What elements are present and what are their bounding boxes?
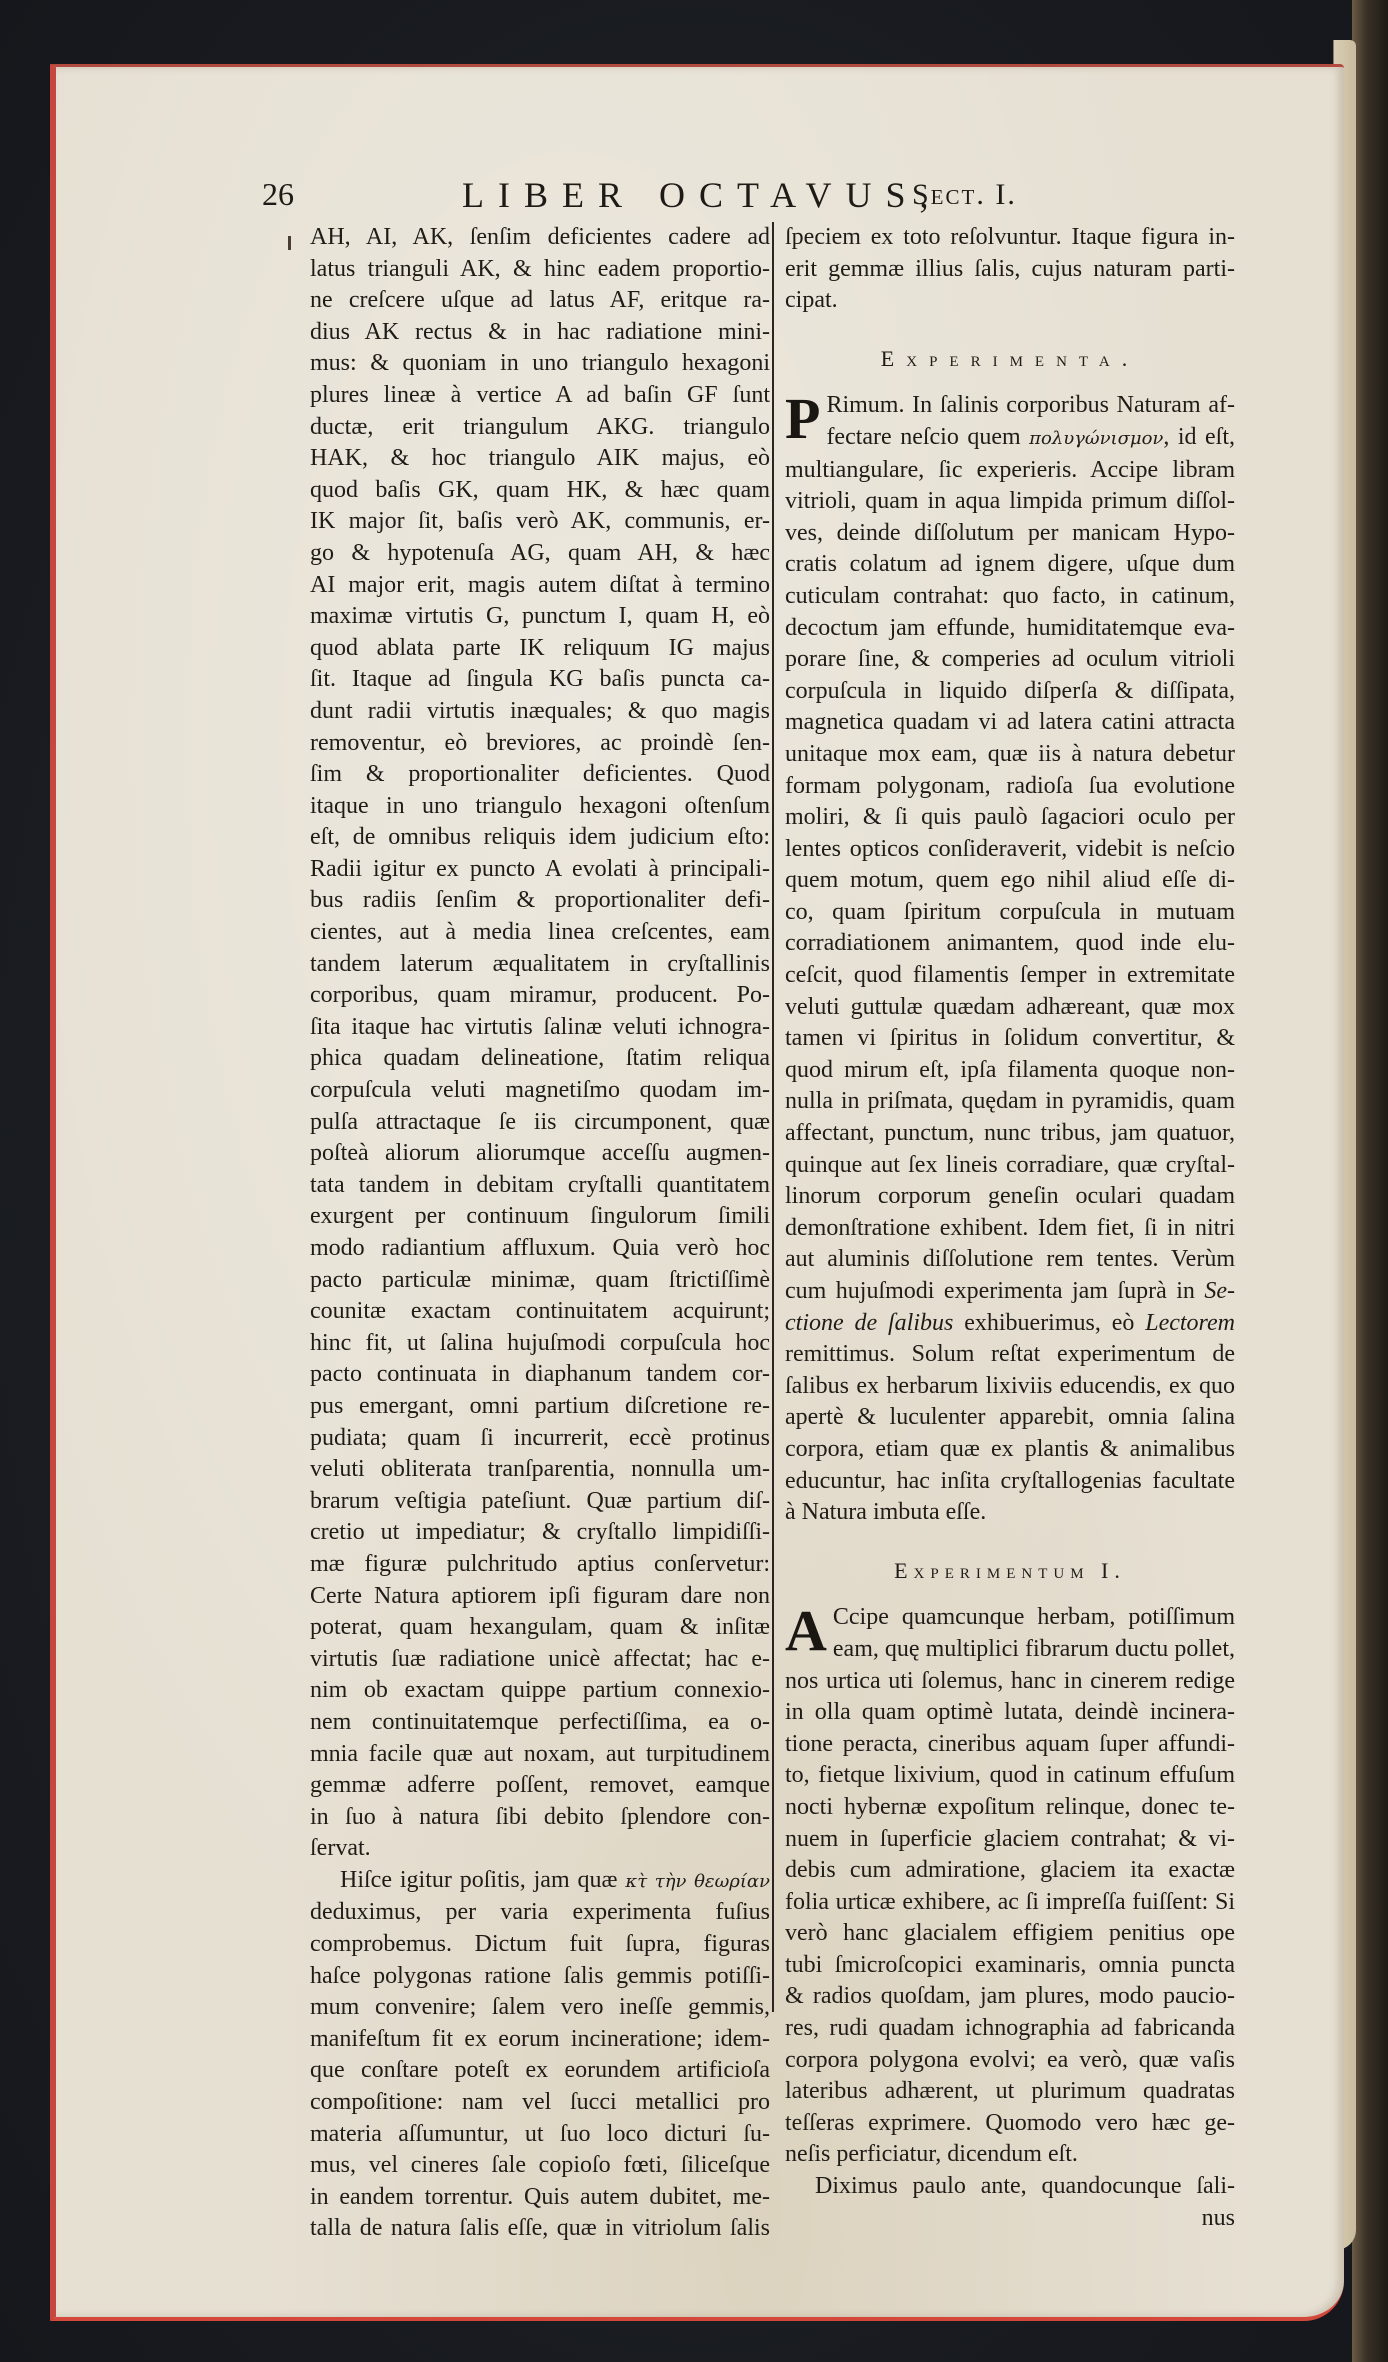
experimenta-paragraph: [785, 386, 1236, 1528]
text-line: cretio ut impediatur; & cryſtallo limpidiſſi-: [310, 1519, 770, 1546]
text-line: in ſuo à natura ſibi debito ſplendore con-: [310, 1803, 770, 1830]
text-line: ne creſcere uſque ad latus AF, eritque ra-: [310, 287, 770, 314]
column-divider: [772, 222, 774, 2012]
italic-reference: Se-: [1204, 1278, 1235, 1304]
margin-mark: [288, 236, 291, 250]
text-line: pus emergant, omni partium diſcretione re-: [310, 1392, 770, 1419]
running-title: LIBER OCTAVUS,: [462, 175, 943, 215]
text-line: compoſitione: nam vel ſucci metallici pro: [310, 2089, 770, 2116]
text-line: formam polygonam, radioſa ſua evolutione: [785, 772, 1235, 799]
text-line: eſt, de omnibus reliquis idem judicium eſto:: [310, 824, 770, 851]
text-line: in eandem torrentur. Quis autem dubitet, me-: [310, 2183, 770, 2210]
text-line: veluti guttulæ quædam adhæreant, quæ mox: [785, 993, 1235, 1020]
running-header: [262, 174, 1242, 218]
book-spine-edge: [1352, 0, 1388, 2362]
text-line: cuticulam contrahat: quo facto, in catinum,: [785, 582, 1235, 609]
text-line: Diximus paulo ante, quandocunque ſali-: [815, 2173, 1235, 2200]
experimenta-lines: [785, 455, 1235, 1276]
text-line: nem continuitatemque perfectiſſima, ea o-: [310, 1708, 770, 1735]
left-paragraph-2: [310, 1865, 770, 2245]
text-line: cipat.: [785, 287, 838, 314]
text-line: vitrioli, quam in aqua limpida primum diſſol-: [785, 488, 1235, 515]
text-line: aut aluminis diſſolutione rem tentes. Verùm: [785, 1246, 1235, 1273]
heading-experimentum-1: Experimentum I.: [894, 1557, 1126, 1583]
text-line: poterat, quam hexangulam, quam & inſitæ: [310, 1614, 770, 1641]
italic-reference: Lectorem: [1145, 1309, 1235, 1336]
page-number: 26: [262, 176, 294, 212]
experimentum-1-paragraph: [785, 1598, 1235, 2234]
left-column: [310, 222, 770, 2245]
text-line: comprobemus. Dictum fuit ſupra, figuras: [310, 1931, 770, 1958]
greek-word: πολυγώνισμον: [1029, 427, 1164, 449]
text-line: verò hanc glacialem effigiem penitius ope: [785, 1920, 1235, 1947]
text-line: porare ſine, & comperies ad oculum vitrioli: [785, 646, 1235, 673]
text-line: ſim & proportionaliter deficientes. Quod: [310, 761, 770, 788]
text-line: teſſeras exprimere. Quomodo vero hæc ge-: [785, 2109, 1235, 2136]
text-line: corpuſcula veluti magnetiſmo quodam im-: [310, 1077, 770, 1104]
text-line: que conſtare poteſt ex eorundem artificioſa: [310, 2057, 770, 2084]
text-line: mus, vel cineres ſale copioſo fœti, ſiliceſque: [310, 2152, 770, 2179]
text-line: ſervat.: [310, 1835, 371, 1862]
dropcap-p: P: [785, 386, 821, 452]
text-line: [785, 1308, 1235, 1340]
text-line: [785, 1276, 1235, 1308]
text-line: tata tandem in debitam cryſtalli quantitatem: [310, 1171, 770, 1198]
text-line: Radii igitur ex puncto A evolati à principali-: [310, 855, 770, 882]
text-line: quinque aut ſex lineis corradiare, quæ cryſtal-: [785, 1151, 1235, 1178]
text-line: talla de natura ſalis eſſe, quæ in vitriolum ſalis: [310, 2215, 770, 2242]
text-line: magnetica quadam vi ad latera catini attracta: [785, 709, 1235, 736]
text-line: tandem laterum æqualitatem in cryſtallinis: [310, 950, 770, 977]
text-line: corpora polygona evolvi; ea verò, quæ vaſis: [785, 2046, 1235, 2073]
paragraph-lead: Hiſce igitur poſitis, jam quæ: [340, 1866, 618, 1893]
running-section: Sect. I.: [912, 178, 1017, 211]
text-line: deduximus, per varia experimenta fuſius: [310, 1899, 770, 1926]
text-line: IK major ſit, baſis verò AK, communis, er-: [310, 508, 770, 535]
text-line: manifeſtum fit ex eorum incineratione; idem-: [310, 2025, 770, 2052]
text-line: lateribus adhærent, ut plurimum quadratas: [785, 2078, 1235, 2105]
text-line: corradiationem animantem, quod inde elu-: [785, 930, 1235, 957]
text-line: ductæ, erit triangulum AKG. triangulo: [310, 413, 770, 440]
right-column: [785, 222, 1235, 2234]
text-line: tubi ſmicroſcopici examinaris, omnia puncta: [785, 1951, 1235, 1978]
text-line: haſce polygonas ratione ſalis gemmis potiſſi-: [310, 1962, 770, 1989]
text-fragment: exhibuerimus, eò: [964, 1309, 1135, 1336]
text-line: linorum corporum geneſin oculari quadam: [785, 1183, 1235, 1210]
text-line: [310, 1865, 770, 1898]
text-line: AH, AI, AK, ſenſim deficientes cadere ad: [310, 224, 770, 250]
text-line: poſteà aliorum aliorumque acceſſu augmen-: [310, 1140, 770, 1167]
text-line: ſita itaque hac virtutis ſalinæ veluti ichnogra-: [310, 1013, 770, 1040]
text-line: eam, quę multiplici fibrarum ductu pollet,: [832, 1635, 1235, 1662]
text-line: quem motum, quem ego nihil aliud eſſe di-: [785, 867, 1235, 894]
text-line: removentur, eò breviores, ac proindè ſen-: [310, 729, 770, 756]
text-line: mæ figuræ pulchritudo aptius conſervetur:: [310, 1550, 770, 1577]
text-line: dunt radii virtutis inæquales; & quo magis: [310, 697, 770, 724]
text-line: Certe Natura aptiorem ipſi figuram dare non: [310, 1582, 770, 1609]
text-line: educuntur, hac inſita cryſtallogenias facultate: [785, 1467, 1235, 1494]
text-line: bus radiis ſenſim & proportionaliter defi-: [310, 887, 770, 914]
text-line: decoctum jam effunde, humiditatemque eva-: [785, 614, 1235, 641]
text-line: AI major erit, magis autem diſtat à termino: [310, 571, 770, 598]
text-fragment: fectare neſcio quem: [826, 423, 1021, 450]
text-line: go & hypotenuſa AG, quam AH, & hæc: [310, 539, 770, 566]
text-line: remittimus. Solum reſtat experimentum de: [785, 1341, 1235, 1368]
text-line: lentes opticos conſideraverit, videbit is neſcio: [785, 835, 1235, 862]
text-fragment: , id eſt,: [1163, 423, 1236, 450]
text-line: quod ablata parte IK reliquum IG majus: [310, 634, 770, 661]
text-line: nuem in ſuperficie glaciem contrahat; & vi-: [785, 1825, 1235, 1852]
text-line: nos urtica uti ſolemus, hanc in cinerem redige: [785, 1667, 1235, 1694]
text-line: co, quam ſpiritum corpuſcula in mutuam: [785, 898, 1235, 925]
text-line: cientes, aut à media linea creſcentes, eam: [310, 919, 770, 946]
text-line: corpuſcula in liquido diſperſa & diſſipata,: [785, 677, 1235, 704]
left-paragraph-1: [310, 222, 770, 1865]
text-line: quod mirum eſt, ipſa filamenta quoque non-: [785, 1056, 1235, 1083]
text-line: moliri, & ſi quis paulò ſagaciori oculo per: [785, 804, 1235, 831]
text-line: ſpeciem ex toto reſolvuntur. Itaque figura in-: [785, 224, 1235, 250]
text-fragment: cum hujuſmodi experimenta jam ſuprà in: [785, 1278, 1195, 1304]
text-line: Rimum. In ſalinis corporibus Naturam af-: [826, 392, 1235, 419]
text-line: ſalibus ex herbarum lixiviis educendis, ex quo: [785, 1372, 1235, 1399]
text-line: Ccipe quamcunque herbam, potiſſimum: [832, 1604, 1235, 1631]
text-line: exurgent per continuum ſingulorum ſimili: [310, 1203, 770, 1230]
text-line: ſit. Itaque ad ſingula KG baſis puncta ca-: [310, 666, 770, 693]
text-line: & radios quoſdam, jam plures, modo paucio-: [785, 1983, 1235, 2010]
text-line: erit gemmæ illius ſalis, cujus naturam parti-: [785, 255, 1235, 282]
text-line: corpora, etiam quæ ex plantis & animalibus: [785, 1435, 1235, 1462]
text-line: tamen vi ſpiritus in ſolidum convertitur, &: [785, 1025, 1235, 1052]
text-line: brarum veſtigia pateſiunt. Quæ partium diſ-: [310, 1487, 770, 1514]
text-line: unitaque mox eam, quæ iis à natura debetur: [785, 740, 1235, 767]
heading-experimenta: Experimenta.: [880, 345, 1140, 371]
text-line: gemmæ adferre poſſent, removet, eamque: [310, 1772, 770, 1799]
text-line: plures lineæ à vertice A ad baſin GF ſunt: [310, 381, 770, 408]
text-line: mnia facile quæ aut noxam, aut turpitudinem: [310, 1740, 770, 1767]
text-line: quod baſis GK, quam HK, & hæc quam: [310, 476, 770, 503]
text-line: nulla in priſmata, quędam in pyramidis, quam: [785, 1088, 1235, 1115]
text-line: pulſa attractaque ſe iis circumponent, quæ: [310, 1108, 770, 1135]
text-line: itaque in uno triangulo hexagoni oſtenſum: [310, 792, 770, 819]
dropcap-a: A: [785, 1598, 827, 1664]
right-intro-paragraph: [785, 222, 1235, 317]
text-line: latus trianguli AK, & hinc eadem proportio-: [310, 255, 770, 282]
greek-phrase: κτ̀ τὴν θεωρίαν: [625, 1870, 770, 1892]
text-line: à Natura imbuta eſſe.: [785, 1499, 987, 1526]
italic-reference: ctione de ſalibus: [785, 1309, 954, 1336]
text-line: materia aſſumuntur, ut ſuo loco dicturi ſu-: [310, 2120, 770, 2147]
text-line: [785, 422, 1235, 455]
text-line: maximæ virtutis G, punctum I, quam H, eò: [310, 603, 770, 630]
text-line: nim ob exactam quippe partium connexio-: [310, 1677, 770, 1704]
text-line: mus: & quoniam in uno triangulo hexagoni: [310, 350, 770, 377]
text-line: hinc fit, ut ſalina hujuſmodi corpuſcula hoc: [310, 1329, 770, 1356]
text-line: counitæ exactam continuitatem acquirunt;: [310, 1298, 770, 1325]
text-line: to, fietque lixivium, quod in catinum effuſum: [785, 1762, 1235, 1789]
text-line: corporibus, quam miramur, producent. Po-: [310, 982, 770, 1009]
left-paragraph-2-lines: [310, 1897, 770, 2245]
catchword: nus: [1201, 2204, 1235, 2231]
text-line: ves, deinde diſſolutum per manicam Hypo-: [785, 519, 1235, 546]
text-line: virtutis ſuæ radiatione unicè affectat; hac e-: [310, 1645, 770, 1672]
text-line: veluti obliterata tranſparentia, nonnulla um-: [310, 1456, 770, 1483]
text-line: in olla quam optimè lutata, deindè incinera-: [785, 1699, 1235, 1726]
text-line: pudiata; quam ſi incurrerit, eccè protinus: [310, 1424, 770, 1451]
experimentum-1-lines: [785, 1634, 1235, 2171]
text-line: ceſcit, quod filamentis ſemper in extremitate: [785, 962, 1235, 989]
text-line: apertè & luculenter apparebit, omnia ſalina: [785, 1404, 1235, 1431]
text-line: neſis perficiatur, dicendum eſt.: [785, 2141, 1078, 2168]
text-line: mum convenire; ſalem vero ineſſe gemmis,: [310, 1994, 770, 2021]
experimenta-lines-after: [785, 1339, 1235, 1529]
text-line: multiangulare, ſic experieris. Accipe libram: [785, 456, 1235, 483]
text-line: phica quadam delineatione, ſtatim reliqua: [310, 1045, 770, 1072]
text-line: pacto continuata in diaphanum tandem cor-: [310, 1361, 770, 1388]
text-line: folia urticæ exhibere, ac ſi impreſſa fuiſſent: Si: [785, 1888, 1235, 1915]
text-line: tione peracta, cineribus aquam ſuper affundi-: [785, 1730, 1235, 1757]
text-line: affectant, punctum, nunc tribus, jam quatuor,: [785, 1120, 1235, 1147]
text-line: cratis colatum ad ignem digere, uſque dum: [785, 551, 1235, 578]
text-line: dius AK rectus & in hac radiatione mini-: [310, 318, 770, 345]
text-line: nocti hybernæ expoſitum relinque, donec te-: [785, 1793, 1235, 1820]
text-line: res, rudi quadam ichnographia ad fabricanda: [785, 2015, 1235, 2042]
text-line: HAK, & hoc triangulo AIK majus, eò: [310, 445, 770, 472]
text-line: demonſtratione exhibent. Idem fiet, ſi in nitri: [785, 1214, 1235, 1241]
text-line: debis cum admiratione, glaciem ita exactæ: [785, 1857, 1235, 1884]
text-line: modo radiantium affluxum. Quia verò hoc: [310, 1235, 770, 1261]
text-line: pacto particulæ minimæ, quam ſtrictiſſimè: [310, 1266, 770, 1293]
